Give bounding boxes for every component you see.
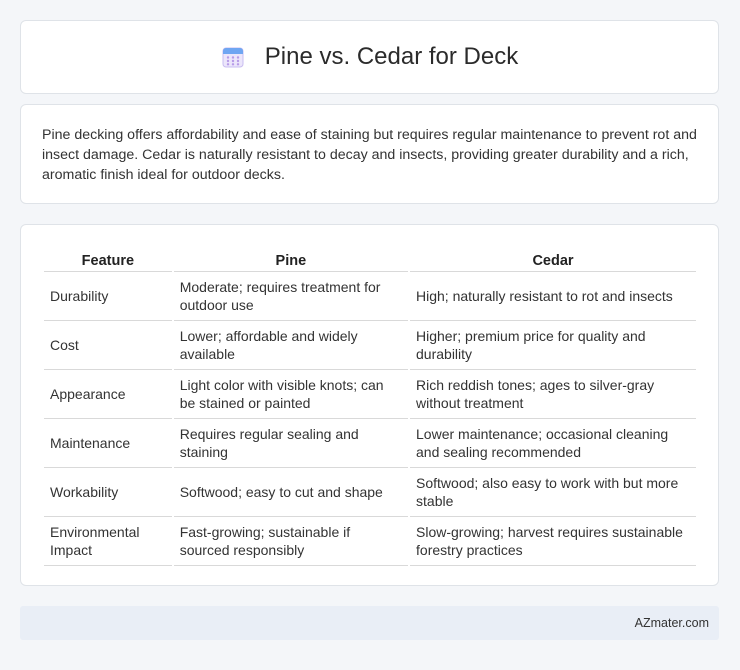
column-header-cedar: Cedar	[410, 245, 696, 272]
pine-cell: Lower; affordable and widely available	[174, 321, 408, 370]
cedar-cell: High; naturally resistant to rot and insects	[410, 272, 696, 321]
comparison-table	[42, 245, 698, 566]
table-row	[44, 370, 696, 419]
table-row	[44, 321, 696, 370]
table-row	[44, 419, 696, 468]
column-header-pine: Pine	[174, 245, 408, 272]
table-header-row	[44, 245, 696, 272]
feature-cell: Workability	[44, 468, 172, 517]
cedar-cell: Lower maintenance; occasional cleaning and sealing recommended	[410, 419, 696, 468]
title-wrap	[221, 43, 518, 71]
cedar-cell: Rich reddish tones; ages to silver-gray without treatment	[410, 370, 696, 419]
pine-cell: Softwood; easy to cut and shape	[174, 468, 408, 517]
page-title: Pine vs. Cedar for Deck	[264, 43, 519, 70]
cedar-cell: Softwood; also easy to work with but more stable	[410, 468, 696, 517]
pine-cell: Moderate; requires treatment for outdoor use	[174, 272, 408, 321]
comparison-card	[20, 224, 719, 586]
cedar-cell: Slow-growing; harvest requires sustainable forestry practices	[410, 517, 696, 566]
pine-cell: Requires regular sealing and staining	[174, 419, 408, 468]
feature-cell: Cost	[44, 321, 172, 370]
feature-cell: Maintenance	[44, 419, 172, 468]
summary-card	[20, 104, 719, 204]
footer-site-link[interactable]: AZmater.com	[634, 616, 709, 630]
feature-cell: Appearance	[44, 370, 172, 419]
pine-cell: Fast-growing; sustainable if sourced responsibly	[174, 517, 408, 566]
footer	[20, 606, 719, 640]
pine-cell: Light color with visible knots; can be stained or painted	[174, 370, 408, 419]
table-row	[44, 517, 696, 566]
column-header-feature: Feature	[44, 245, 172, 272]
summary-text: Pine decking offers affordability and ease of staining but requires regular maintenance to prevent rot and insect damage. Cedar is naturally resistant to decay and insects, providing greater durability and a rich, aromatic finish ideal for outdoor decks.	[42, 127, 697, 183]
feature-cell: Durability	[44, 272, 172, 321]
table-row	[44, 468, 696, 517]
calendar-icon	[221, 45, 245, 69]
table-row	[44, 272, 696, 321]
header-card	[20, 20, 719, 94]
cedar-cell: Higher; premium price for quality and durability	[410, 321, 696, 370]
feature-cell: Environmental Impact	[44, 517, 172, 566]
